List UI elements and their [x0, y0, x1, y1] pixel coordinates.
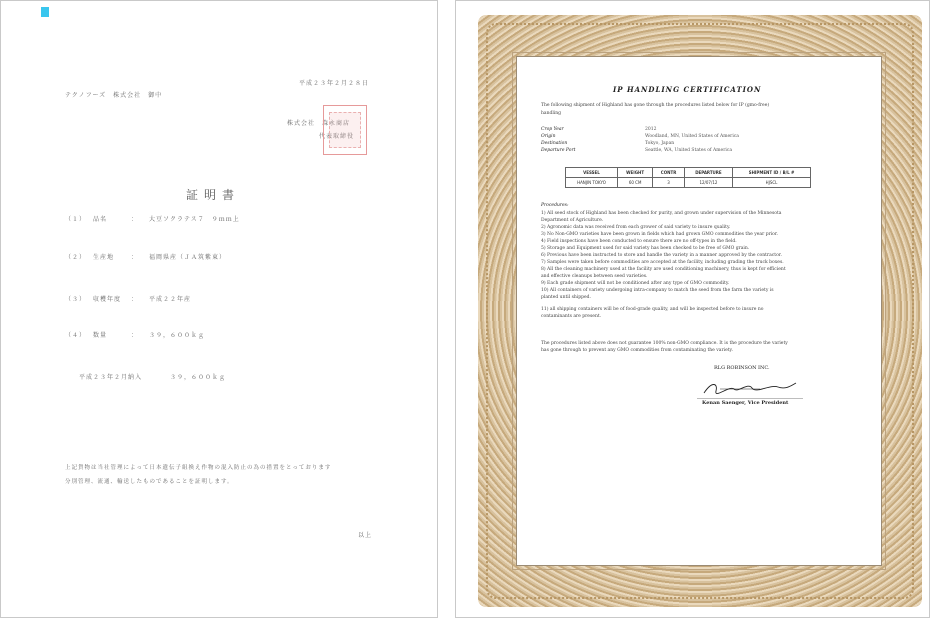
destination-label: Destination — [541, 141, 568, 146]
destination-value: Tokyo, Japan — [645, 141, 675, 146]
column-header: WEIGHT — [617, 168, 652, 178]
item-label: 数量 — [93, 332, 108, 339]
table-cell: HJSCL — [733, 178, 811, 188]
item-number: （２） — [65, 254, 87, 261]
table-cell: 60 CM — [617, 178, 652, 188]
procedure-line: 1) All seed stock of Highland has been checked for purity, and grown under supervision of the Minnesota — [541, 211, 782, 216]
item-number: （４） — [65, 332, 87, 339]
note-line-2: 分別管理、流通、輸送したものであることを証明します。 — [65, 479, 234, 485]
procedure-line: 10) All containers of variety undergoing intra-company to match the seed from the farm the variety is — [541, 288, 774, 293]
procedure-line: 8) All the cleaning machinery used at the facility are used conditioning machinery, thus is kept for efficient — [541, 267, 786, 272]
procedure-line: Department of Agriculture. — [541, 218, 604, 223]
table-row — [566, 178, 811, 188]
procedure-line: 4) Field inspections have been conducted to ensure there are no off-types in the field. — [541, 239, 737, 244]
item-value: 福岡県産（ＪＡ筑紫東） — [149, 254, 227, 261]
item-label: 品名 — [93, 216, 108, 223]
left-document — [0, 0, 438, 618]
crop-year-value: 2012 — [645, 127, 657, 132]
issuer-company: 株式会社 森永商店 — [287, 120, 351, 127]
document-footer: 以上 — [358, 532, 373, 539]
item-number: （１） — [65, 216, 87, 223]
table-cell: HANJIN TOKYO — [566, 178, 618, 188]
closing-line-2: has gone through to prevent any GMO commodities from contaminating the variety. — [541, 348, 733, 353]
table-cell: 3 — [653, 178, 685, 188]
procedure-line: 5) Storage and Equipment used for said variety has been checked to be free of GMO grain. — [541, 246, 750, 251]
procedure-line: 2) Agronomic data was received from each grower of said variety to insure quality. — [541, 225, 731, 230]
procedure-line: and effective cleanups between seed varieties. — [541, 274, 648, 279]
received-line: 平成２３年２月納入 ３９，６００ｋｇ — [79, 374, 227, 381]
item-value: 平成２２年産 — [149, 296, 192, 303]
departure-port-label: Departure Port — [541, 148, 576, 153]
company-name: RLG ROBINSON INC. — [714, 365, 770, 371]
origin-label: Origin — [541, 134, 556, 139]
origin-value: Woodland, MN, United States of America — [645, 134, 739, 139]
certificate-panel — [516, 56, 882, 566]
item-value: ３９，６００ｋｇ — [149, 332, 206, 339]
document-date: 平成２３年２月２８日 — [299, 80, 370, 87]
procedure-line: contaminants are present. — [541, 314, 602, 319]
item-label: 生産地 — [93, 254, 115, 261]
departure-port-value: Seattle, WA, United States of America — [645, 148, 732, 153]
addressee: テクノフーズ 株式会社 御中 — [65, 92, 163, 99]
seal-stamp — [323, 105, 367, 155]
signature — [700, 379, 800, 397]
certificate-title: IP HANDLING CERTIFICATION — [613, 85, 762, 94]
issuer-person: 代表取締役 — [319, 133, 355, 140]
intro-line-2: handling — [541, 111, 562, 116]
item-value: 大豆ソクラテス７ ９ｍｍ上 — [149, 216, 240, 223]
signatory: Kenan Saenger, Vice President — [702, 400, 789, 406]
closing-line-1: The procedures listed above does not guarantee 100% non-GMO compliance. It is the procedure the variety — [541, 341, 788, 346]
column-header: SHIPMENT ID / B/L # — [733, 168, 811, 178]
column-header: CONTR — [653, 168, 685, 178]
item-separator: ： — [131, 216, 139, 223]
intro-line-1: The following shipment of Highland has gone through the procedures listed below for IP (gmo-free) — [541, 103, 770, 108]
right-document — [455, 0, 930, 618]
item-label: 収穫年度 — [93, 296, 122, 303]
procedure-line: 7) Samples were taken before commodities are accepted at the facility, including grading the truck boxes. — [541, 260, 784, 265]
procedure-line: 6) Previous have been instructed to store and handle the variety in a manner approved by the contractor. — [541, 253, 782, 258]
table-cell: 12/07/12 — [684, 178, 732, 188]
item-separator: ： — [131, 332, 139, 339]
page-marker-icon — [41, 7, 49, 17]
crop-year-label: Crop Year — [541, 127, 564, 132]
procedure-line: 9) Each grade shipment will not be conditioned after any type of GMO commodity. — [541, 281, 730, 286]
procedure-line: planted until shipped. — [541, 295, 591, 300]
note-line-1: 上記貨物は当社管理によって日本遺伝子組換え作物の混入防止の為の措置をとっております — [65, 465, 332, 471]
item-separator: ： — [131, 254, 139, 261]
shipment-table — [565, 167, 811, 188]
procedure-line: 3) No Non-GMO varieties have been grown in fields which had grown GMO commodities the year prior. — [541, 232, 778, 237]
column-header: VESSEL — [566, 168, 618, 178]
item-separator: ： — [131, 296, 139, 303]
column-header: DEPARTURE — [684, 168, 732, 178]
document-title: 証明書 — [186, 188, 241, 202]
procedures-heading: Procedures: — [541, 203, 569, 208]
item-number: （３） — [65, 296, 87, 303]
signature-line — [697, 398, 803, 399]
procedure-line: 11) all shipping containers will be of food-grade quality, and will be inspected before to insure no — [541, 307, 764, 312]
table-header-row — [566, 168, 811, 178]
